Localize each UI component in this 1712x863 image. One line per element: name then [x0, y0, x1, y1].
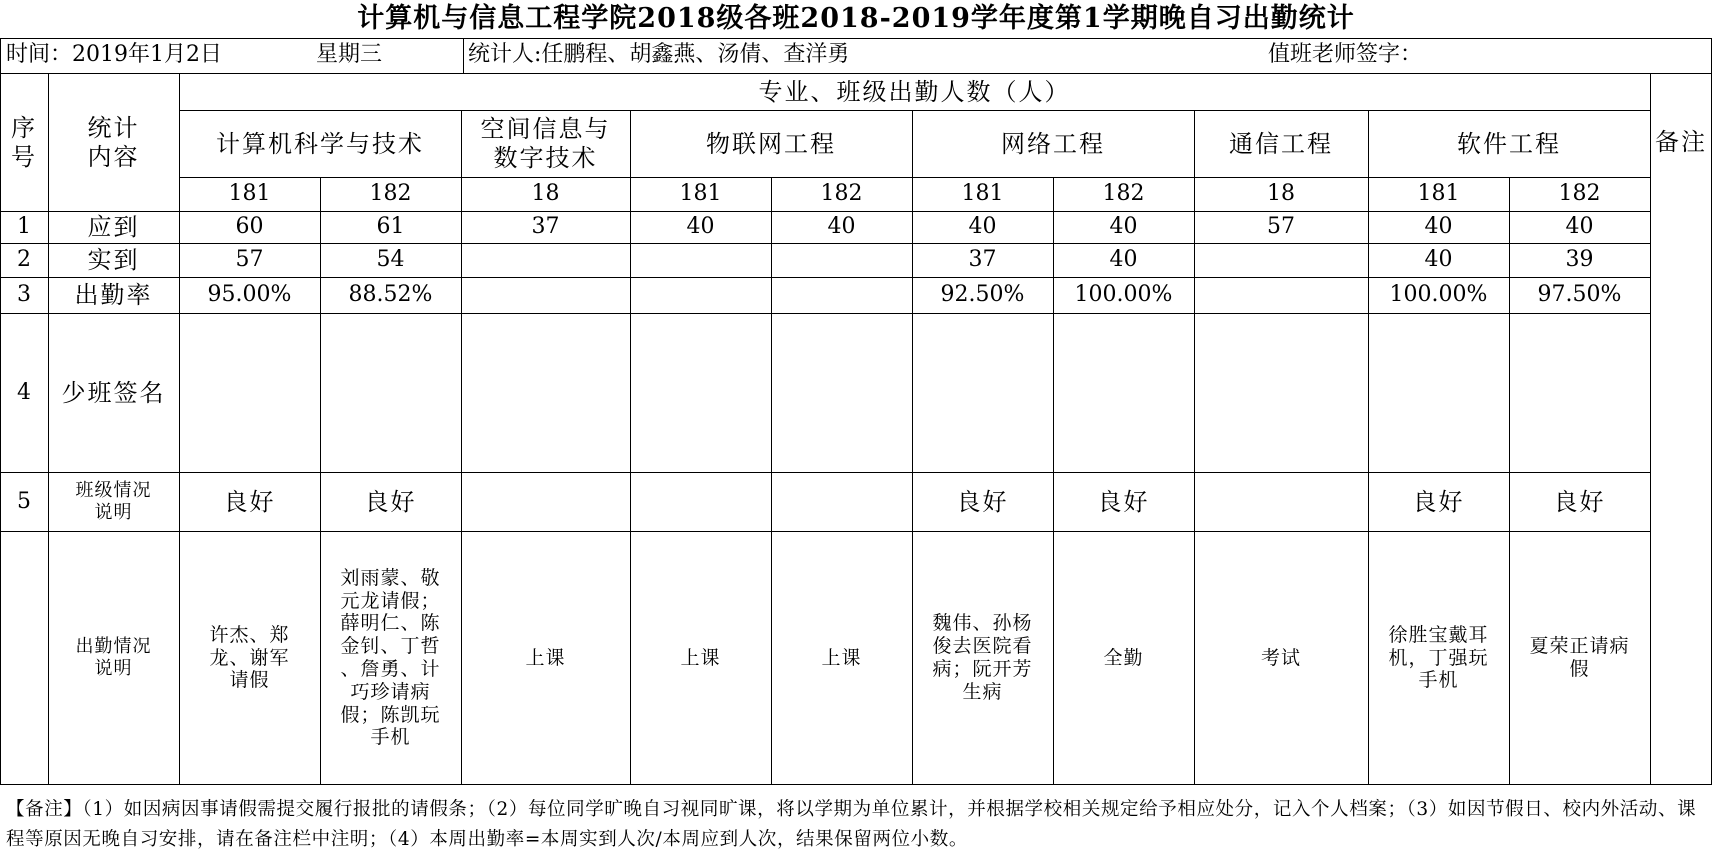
table-cell: [771, 473, 912, 531]
table-cell: [1368, 314, 1509, 472]
table-cell: [630, 278, 771, 313]
statistician-label: 统计人:任鹏程、胡鑫燕、汤倩、查洋勇: [468, 41, 850, 67]
major-header: 通信工程: [1229, 129, 1333, 158]
class-header: 182: [820, 181, 863, 207]
table-cell: 40: [1565, 214, 1594, 240]
table-cell: 上课: [821, 646, 862, 669]
row-seq: 2: [17, 247, 31, 273]
table-cell: [461, 314, 630, 472]
table-cell: 40: [686, 214, 715, 240]
table-cell: 40: [827, 214, 856, 240]
class-header: 18: [1267, 181, 1295, 207]
class-header: 18: [531, 181, 560, 207]
major-header: 空间信息与 数字技术: [480, 115, 611, 172]
table-cell: 37: [531, 214, 560, 240]
table-cell: 37: [968, 247, 997, 273]
table-cell: 良好: [1553, 487, 1606, 516]
table-cell: [771, 314, 912, 472]
table-cell: [461, 244, 630, 277]
table-cell: 全勤: [1103, 646, 1144, 669]
table-cell: [1053, 314, 1194, 472]
table-cell: 40: [968, 214, 997, 240]
grid-line-v: [463, 38, 464, 73]
table-cell: 良好: [1097, 487, 1150, 516]
table-cell: 夏荣正请病 假: [1529, 635, 1630, 680]
table-cell: 40: [1424, 214, 1453, 240]
table-cell: 上课: [680, 646, 721, 669]
table-cell: [630, 314, 771, 472]
class-header: 182: [369, 181, 412, 207]
table-cell: [1194, 244, 1368, 277]
table-cell: 54: [376, 247, 405, 273]
table-cell: 良好: [1412, 487, 1465, 516]
table-cell: 97.50%: [1537, 282, 1622, 308]
row-seq: 3: [17, 282, 31, 308]
table-cell: 95.00%: [207, 282, 292, 308]
table-cell: 88.52%: [348, 282, 433, 308]
row-seq: [0, 532, 48, 784]
table-cell: 良好: [956, 487, 1009, 516]
table-cell: 魏伟、孙杨 俊去医院看 病；阮开芳 生病: [932, 612, 1033, 703]
table-cell: 100.00%: [1389, 282, 1488, 308]
class-header: 181: [679, 181, 722, 207]
header-seq: 序号: [11, 113, 37, 171]
table-cell: [1194, 278, 1368, 313]
table-cell: 100.00%: [1074, 282, 1173, 308]
table-cell: 57: [235, 247, 264, 273]
table-cell: 良好: [364, 487, 417, 516]
header-remarks: 备注: [1655, 128, 1707, 157]
table-cell: 徐胜宝戴耳 机，丁强玩 手机: [1388, 623, 1489, 692]
table-cell: [771, 278, 912, 313]
table-cell: 40: [1424, 247, 1453, 273]
table-cell: [912, 314, 1053, 472]
major-header: 计算机科学与技术: [216, 129, 424, 158]
row-seq: 5: [17, 488, 31, 514]
table-cell: 40: [1109, 247, 1138, 273]
table-cell: 57: [1267, 214, 1295, 240]
table-cell: [1194, 473, 1368, 531]
header-group: 专业、班级出勤人数（人）: [758, 77, 1071, 106]
table-cell: 61: [376, 214, 405, 240]
footnote-remarks: 【备注】（1）如因病因事请假需提交履行报批的请假条；（2）每位同学旷晚自习视同旷课，将以学期为单位累计，并根据学校相关规定给予相应处分，记入个人档案；（3）如因节假日、校内外活动、课程等原因无晚自习安排，请在备注栏中注明；（4）本周出勤率=本周实到人次/本周应到人次，结果保留两位小数。: [6, 799, 1697, 850]
row-label: 出勤率: [74, 281, 153, 310]
major-header: 物联网工程: [706, 129, 836, 158]
class-header: 182: [1102, 181, 1145, 207]
class-header: 181: [228, 181, 271, 207]
table-cell: [461, 278, 630, 313]
table-cell: [461, 473, 630, 531]
table-cell: 92.50%: [940, 282, 1025, 308]
page-title: 计算机与信息工程学院2018级各班2018-2019学年度第1学期晚自习出勤统计: [357, 2, 1355, 34]
table-cell: [1194, 314, 1368, 472]
table-cell: [771, 244, 912, 277]
table-cell: 40: [1109, 214, 1138, 240]
table-cell: 良好: [223, 487, 276, 516]
table-cell: [320, 314, 461, 472]
date-label: 时间：2019年1月2日: [6, 41, 222, 67]
table-cell: 刘雨蒙、敬 元龙请假； 薛明仁、陈 金钊、丁哲 、詹勇、计 巧珍请病 假；陈凯玩 手机: [340, 566, 441, 749]
class-header: 182: [1558, 181, 1601, 207]
table-cell: 上课: [525, 646, 566, 669]
table-cell: 许杰、郑 龙、谢军 请假: [209, 623, 290, 692]
row-label: 应到: [87, 213, 140, 242]
row-label: 出勤情况 说明: [75, 636, 152, 679]
class-header: 181: [1417, 181, 1460, 207]
table-cell: [630, 244, 771, 277]
table-cell: [1509, 314, 1650, 472]
header-content: 统计 内容: [87, 113, 140, 171]
grid-line-h: [0, 784, 1712, 785]
table-cell: 39: [1565, 247, 1594, 273]
weekday-label: 星期三: [316, 41, 383, 67]
table-cell: [630, 473, 771, 531]
row-label: 实到: [87, 246, 140, 275]
major-header: 网络工程: [1001, 129, 1105, 158]
table-cell: 60: [235, 214, 264, 240]
major-header: 软件工程: [1457, 129, 1561, 158]
row-seq: 4: [17, 379, 31, 405]
table-cell: 考试: [1260, 646, 1301, 669]
teacher-signature-label: 值班老师签字：: [1268, 41, 1423, 67]
table-cell: [179, 314, 320, 472]
row-label: 少班签名: [61, 378, 166, 407]
row-label: 班级情况 说明: [75, 480, 152, 523]
row-seq: 1: [17, 214, 31, 240]
class-header: 181: [961, 181, 1004, 207]
